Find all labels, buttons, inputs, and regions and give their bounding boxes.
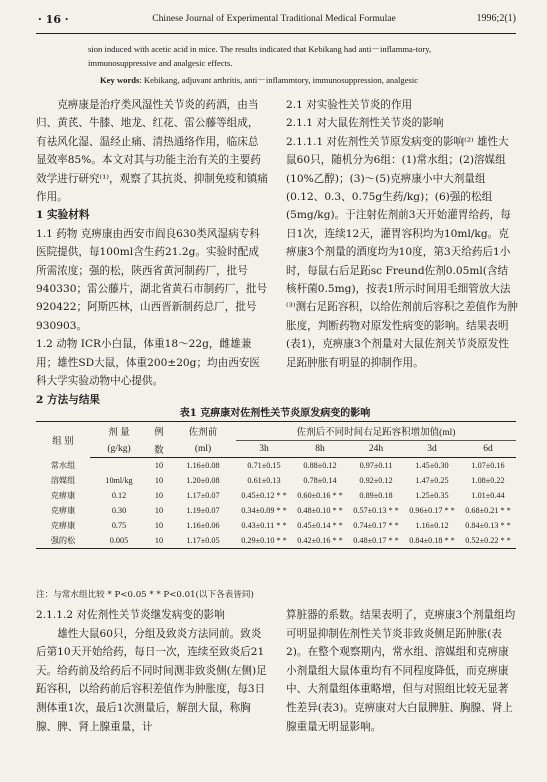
col-time-24h: 24h bbox=[348, 441, 404, 458]
table-row bbox=[36, 503, 516, 518]
journal-title: Chinese Journal of Experimental Traditional Medical Formulae bbox=[152, 13, 396, 24]
section-2-1-heading: 2.1 对实验性关节炎的作用 bbox=[286, 99, 413, 111]
issue-info: 1996;2(1) bbox=[476, 13, 516, 24]
table-row bbox=[36, 518, 516, 533]
cell-6d: 0.84±0.13 * * bbox=[465, 521, 511, 530]
cell-24h: 0.92±0.12 bbox=[359, 476, 393, 485]
cell-3h: 0.29±0.10 * * bbox=[236, 533, 292, 549]
table-note: 注：与常水组比较 * P<0.05 * * P<0.01(以下各表皆同) bbox=[36, 590, 254, 600]
intro-paragraph: 克痹康是治疗类风湿性关节炎的药酒，由当归、黄芪、牛膝、地龙、红花、雷公藤等组成，有祛风化湿、温经止痛、清热通络作用，临床总显效率85%。本文对其与功能主治有关的主要药效学进行研究⁽¹⁾，观察了其抗炎、抑制免疫和镇痛作用。 bbox=[36, 99, 268, 204]
cell-8h: 0.42±0.16 * * bbox=[292, 533, 348, 549]
cell-3d: 1.45±0.30 bbox=[415, 461, 449, 470]
cell-24h: 0.48±0.17 * * bbox=[348, 533, 404, 549]
cell-n: 10 bbox=[154, 461, 164, 470]
cell-8h: 0.78±0.14 bbox=[303, 476, 337, 485]
table-row bbox=[36, 488, 516, 503]
table-row bbox=[36, 473, 516, 488]
cell-6d: 1.07±0.16 bbox=[471, 461, 505, 470]
cell-pre: 1.19±0.07 bbox=[186, 506, 220, 515]
col-dose-unit: (g/kg) bbox=[90, 441, 148, 458]
keywords-label: Key words bbox=[100, 75, 140, 85]
section-1-heading: 1 实验材料 bbox=[36, 209, 90, 222]
bottom-right-column bbox=[286, 606, 518, 736]
table-row bbox=[36, 458, 516, 474]
cell-8h: 0.88±0.12 bbox=[303, 461, 337, 470]
cell-pre: 1.20±0.08 bbox=[186, 476, 220, 485]
bottom-right-text: 算脏器的系数。结果表明了，克痹康3个剂量组均可明显抑制佐剂性关节炎非致炎侧足跖肿胀(表2)。在整个观察期内，常水组、溶媒组和克痹康小剂量组大鼠体重均有不同程度降低，而克痹康中、大剂量组体重略增，但与对照组比较无显著性差异(表3)。克痹康对大白鼠脾脏、胸腺、肾上腺重量无明显影响。 bbox=[286, 609, 516, 733]
cell-8h: 0.60±0.16 * * bbox=[297, 491, 343, 500]
cell-dose: 0.005 bbox=[90, 533, 148, 549]
cell-pre: 1.16±0.06 bbox=[186, 521, 220, 530]
section-2-1-1-1: 2.1.1.1 对佐剂性关节原发病变的影响⁽²⁾ 雄性大鼠60只，随机分为6组：(1)常水组；(2)溶媒组(10%乙醇)；(3)～(5)克痹康小中大剂量组(0.12、0.3、0.75g生药/kg)；(6)强的松组(5mg/kg)。于注射佐剂前3天开始灌胃给药，每日1次，连续12天，灌胃容积均为10ml/kg。克痹康3个剂量的酒度均为10度，第3天给药后1小时，每鼠右后足跖sc Freund佐剂0.05ml(含结核杆菌0.5mg)，按表1所示时间用毛细管放大法⁽³⁾测右足跖容积，以给佐剂前后容积之差值作为肿胀度，判断药物对原发性病变的影响。结果表明(表1)，克痹康3个剂量对大鼠佐剂关节炎原发性足跖肿胀有明显的抑制作用。 bbox=[286, 135, 518, 369]
cell-group: 克痹康 bbox=[50, 521, 76, 530]
cell-pre: 1.17±0.07 bbox=[186, 491, 220, 500]
section-2-1-1-2-heading: 2.1.1.2 对佐剂性关节炎继发病变的影响 bbox=[36, 609, 225, 621]
table-1-title: 表1 克痹康对佐剂性关节炎原发病变的影响 bbox=[179, 408, 371, 419]
bottom-left-column bbox=[36, 606, 268, 736]
col-n-header: 例 bbox=[148, 422, 170, 441]
cell-24h: 0.89±0.18 bbox=[359, 491, 393, 500]
cell-8h: 0.45±0.14 * * bbox=[297, 521, 343, 530]
cell-dose: 10ml/kg bbox=[105, 476, 133, 485]
cell-group: 强的松 bbox=[36, 533, 90, 549]
left-column bbox=[36, 96, 268, 409]
col-time-6d: 6d bbox=[460, 441, 516, 458]
english-abstract: sion induced with acetic acid in mice. The results indicated that Kebikang had anti－inflamma-tory, immunosuppressive and analgesic effects. bbox=[88, 44, 432, 68]
cell-3h: 0.45±0.12 * * bbox=[241, 491, 287, 500]
cell-group: 克痹康 bbox=[50, 491, 76, 500]
table-1 bbox=[36, 421, 516, 549]
cell-group: 常水组 bbox=[50, 460, 76, 470]
cell-3d: 0.96±0.17 * * bbox=[409, 506, 455, 515]
page-number: · 16 · bbox=[38, 13, 69, 26]
cell-dose: 0.75 bbox=[111, 521, 127, 530]
cell-dose: 0.30 bbox=[111, 506, 127, 515]
cell-6d: 1.08±0.22 bbox=[471, 476, 505, 485]
section-1-2: 1.2 动物 ICR小白鼠，体重18～22g，雌雄兼用；雄性SD大鼠，体重200±20g；均由西安医科大学实验动物中心提供。 bbox=[36, 338, 261, 388]
cell-24h: 0.57±0.13 * * bbox=[353, 506, 399, 515]
cell-24h: 0.97±0.11 bbox=[359, 461, 393, 470]
cell-3d: 1.25±0.35 bbox=[415, 491, 449, 500]
cell-n: 10 bbox=[154, 506, 164, 515]
cell-n: 10 bbox=[154, 491, 164, 500]
col-pre-header: 佐剂前 bbox=[170, 422, 236, 441]
cell-group: 溶媒组 bbox=[50, 476, 76, 485]
cell-6d: 0.68±0.21 * * bbox=[465, 506, 511, 515]
col-group-header: 组 别 bbox=[36, 422, 90, 458]
cell-24h: 0.74±0.17 * * bbox=[353, 521, 399, 530]
cell-3h: 0.71±0.15 bbox=[247, 461, 281, 470]
right-column bbox=[286, 96, 518, 372]
cell-n: 10 bbox=[148, 533, 170, 549]
cell-dose: 0.12 bbox=[111, 491, 127, 500]
col-time-3d: 3d bbox=[404, 441, 460, 458]
cell-3h: 0.61±0.13 bbox=[247, 476, 281, 485]
cell-6d: 0.52±0.22 * * bbox=[460, 533, 516, 549]
cell-6d: 1.01±0.44 bbox=[471, 491, 505, 500]
section-1-1: 1.1 药物 克痹康由西安市阎良630类风湿病专科医院提供，每100ml含生药21.2g。实验时配成所需浓度；强的松，陕西省黄河制药厂，批号940330；雷公藤片，湖北省黄石市制药厂，批号920422；阿斯匹林，山西晋新制药总厂，批号930903。 bbox=[36, 227, 268, 332]
cell-3d: 0.84±0.18 * * bbox=[404, 533, 460, 549]
keywords-text: : Kebikang, adjuvant arthritis, anti－inflammtory, immunosuppression, analgesic bbox=[139, 75, 419, 85]
running-header bbox=[38, 11, 516, 31]
col-time-3h: 3h bbox=[236, 441, 292, 458]
section-2-1-1-heading: 2.1.1 对大鼠佐剂性关节炎的影响 bbox=[286, 117, 444, 130]
col-span-header: 佐剂后不同时间右足跖容积增加值(ml) bbox=[236, 422, 516, 441]
cell-dose bbox=[90, 458, 148, 474]
section-2-1-1-2-text: 雄性大鼠60只，分组及致炎方法同前。致炎后第10天开始给药，每日一次，连续至致炎后21天。给药前及给药后不同时间测非致炎侧(左侧)足跖容积，以给药前后容积差值作为肿胀度，每3日测体重1次，最后1次测量后，解剖大鼠，称胸腺、脾、肾上腺重量，计 bbox=[36, 627, 267, 733]
cell-3d: 1.47±0.25 bbox=[415, 476, 449, 485]
table-row bbox=[36, 533, 516, 549]
keywords-line bbox=[100, 74, 500, 86]
cell-8h: 0.48±0.10 * * bbox=[297, 506, 343, 515]
cell-3h: 0.34±0.09 * * bbox=[241, 506, 287, 515]
header-rule bbox=[36, 33, 516, 34]
cell-n: 10 bbox=[154, 476, 164, 485]
cell-group: 克痹康 bbox=[50, 506, 76, 515]
cell-pre: 1.16±0.08 bbox=[186, 461, 220, 470]
section-2-heading: 2 方法与结果 bbox=[36, 393, 101, 406]
cell-n: 10 bbox=[154, 521, 164, 530]
col-time-8h: 8h bbox=[292, 441, 348, 458]
col-pre-unit: (ml) bbox=[170, 441, 236, 458]
cell-3h: 0.43±0.11 * * bbox=[241, 521, 287, 530]
cell-3d: 1.16±0.12 bbox=[415, 521, 449, 530]
cell-pre: 1.17±0.05 bbox=[170, 533, 236, 549]
col-n-header-2: 数 bbox=[148, 441, 170, 458]
col-dose-header: 剂 量 bbox=[90, 422, 148, 441]
